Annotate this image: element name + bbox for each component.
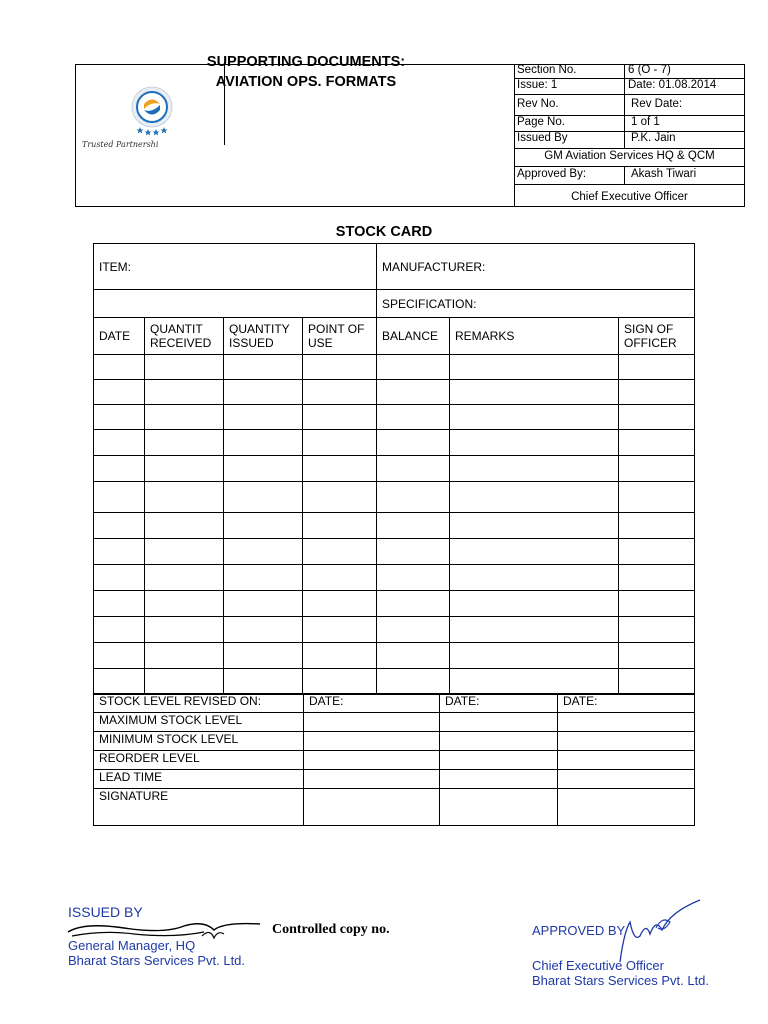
entry-cell: [450, 456, 619, 482]
entry-row: [94, 669, 695, 695]
max-stock-level-label: MAXIMUM STOCK LEVEL: [94, 713, 304, 732]
entry-cell: [619, 513, 695, 539]
entry-cell: [94, 405, 145, 430]
entry-cell: [619, 617, 695, 643]
entry-row: [94, 565, 695, 591]
meta-row-issued-title: [515, 149, 744, 167]
entry-cell: [303, 669, 377, 695]
meta-row-section: [515, 64, 744, 79]
entry-cell: [303, 565, 377, 591]
entry-cell: [303, 430, 377, 456]
entry-cell: [619, 380, 695, 405]
section-label: Section No.: [517, 64, 577, 76]
manufacturer-label: MANUFACTURER:: [377, 244, 695, 290]
entry-cell: [224, 591, 303, 617]
entry-cell: [619, 565, 695, 591]
approved-by-heading: APPROVED BY: [532, 923, 626, 938]
entry-cell: [224, 380, 303, 405]
col-qty-issued: QUANTITY ISSUED: [224, 318, 303, 355]
column-header-row: [94, 318, 695, 355]
lead-time-label: LEAD TIME: [94, 770, 304, 789]
level-row-signature: [94, 789, 695, 826]
entry-cell: [450, 355, 619, 380]
entry-cell: [377, 355, 450, 380]
col-balance: BALANCE: [377, 318, 450, 355]
entry-cell: [377, 405, 450, 430]
level-row-max: [94, 713, 695, 732]
entry-cell: [450, 430, 619, 456]
entry-cell: [450, 539, 619, 565]
issued-by-heading: ISSUED BY: [68, 904, 143, 920]
entry-cell: [145, 591, 224, 617]
entry-cell: [94, 565, 145, 591]
entry-cell: [450, 380, 619, 405]
entry-row: [94, 617, 695, 643]
entry-cell: [224, 482, 303, 513]
document-title: [150, 52, 462, 92]
meta-row-approved-by: [515, 167, 744, 185]
entry-cell: [224, 513, 303, 539]
entry-cell: [377, 591, 450, 617]
date-3-label: DATE:: [558, 694, 695, 713]
entry-cell: [145, 430, 224, 456]
entry-cell: [145, 405, 224, 430]
entry-cell: [377, 643, 450, 669]
entry-cell: [450, 591, 619, 617]
level-row-lead: [94, 770, 695, 789]
min-stock-level-label: MINIMUM STOCK LEVEL: [94, 732, 304, 751]
entry-cell: [450, 565, 619, 591]
stock-level-table: [93, 693, 695, 826]
entry-cell: [224, 643, 303, 669]
entry-cell: [94, 643, 145, 669]
approved-by-label: Approved By:: [517, 168, 587, 180]
col-date: DATE: [94, 318, 145, 355]
stock-card-table: [93, 243, 695, 695]
section-value: 6 (O - 7): [628, 64, 671, 76]
date-1-label: DATE:: [304, 694, 440, 713]
page-value: 1 of 1: [631, 116, 660, 128]
issue-date: Date: 01.08.2014: [628, 79, 717, 91]
page-label: Page No.: [517, 116, 565, 128]
approved-by-value: Akash Tiwari: [631, 168, 697, 180]
col-remarks: REMARKS: [450, 318, 619, 355]
entry-cell: [303, 539, 377, 565]
entry-cell: [303, 513, 377, 539]
blank-entry-rows: [94, 355, 695, 695]
entry-cell: [377, 430, 450, 456]
entry-row: [94, 482, 695, 513]
entry-cell: [303, 591, 377, 617]
col-point-of-use: POINT OF USE: [303, 318, 377, 355]
specification-label: SPECIFICATION:: [377, 290, 695, 318]
approver-title: Chief Executive Officer: [532, 958, 664, 973]
issuer-signature: [64, 912, 264, 952]
issuer-title: General Manager, HQ: [68, 938, 196, 953]
entry-cell: [377, 380, 450, 405]
entry-cell: [619, 456, 695, 482]
level-row-min: [94, 732, 695, 751]
approver-company: Bharat Stars Services Pvt. Ltd.: [532, 973, 710, 988]
entry-cell: [619, 643, 695, 669]
entry-cell: [94, 380, 145, 405]
entry-row: [94, 643, 695, 669]
entry-cell: [145, 456, 224, 482]
entry-cell: [450, 405, 619, 430]
blank-cell: [94, 290, 377, 318]
entry-cell: [94, 513, 145, 539]
entry-cell: [145, 617, 224, 643]
entry-cell: [450, 617, 619, 643]
entry-cell: [377, 617, 450, 643]
entry-cell: [94, 355, 145, 380]
entry-row: [94, 405, 695, 430]
controlled-copy-label: Controlled copy no.: [272, 922, 390, 937]
meta-row-issue: [515, 79, 744, 95]
meta-row-rev: [515, 95, 744, 116]
logo-tagline: Trusted Partnershi: [82, 140, 159, 149]
entry-cell: [224, 405, 303, 430]
entry-cell: [303, 456, 377, 482]
entry-cell: [145, 669, 224, 695]
entry-cell: [94, 539, 145, 565]
issued-by-label: Issued By: [517, 132, 568, 144]
rev-date: Rev Date:: [631, 98, 683, 110]
rev-label: Rev No.: [517, 98, 559, 110]
level-row-reorder: [94, 751, 695, 770]
entry-cell: [619, 539, 695, 565]
meta-row-approved-title: [515, 185, 744, 207]
entry-row: [94, 355, 695, 380]
entry-cell: [94, 456, 145, 482]
entry-cell: [450, 482, 619, 513]
entry-cell: [145, 355, 224, 380]
title-line-1: SUPPORTING DOCUMENTS:: [206, 54, 406, 70]
item-row: [94, 244, 695, 290]
approver-signature: [600, 892, 720, 972]
entry-cell: [450, 643, 619, 669]
entry-cell: [145, 380, 224, 405]
issued-by-title: GM Aviation Services HQ & QCM: [544, 150, 715, 162]
entry-cell: [377, 669, 450, 695]
entry-cell: [145, 643, 224, 669]
approved-by-title: Chief Executive Officer: [571, 191, 688, 203]
entry-cell: [145, 539, 224, 565]
col-sign-officer: SIGN OF OFFICER: [619, 318, 695, 355]
entry-cell: [303, 643, 377, 669]
col-qty-received: QUANTIT RECEIVED: [145, 318, 224, 355]
entry-cell: [619, 591, 695, 617]
entry-cell: [224, 430, 303, 456]
title-line-2: AVIATION OPS. FORMATS: [215, 74, 397, 90]
entry-cell: [619, 430, 695, 456]
entry-cell: [619, 669, 695, 695]
entry-cell: [303, 380, 377, 405]
entry-row: [94, 539, 695, 565]
entry-cell: [377, 513, 450, 539]
issue-label: Issue: 1: [517, 79, 558, 91]
date-2-label: DATE:: [440, 694, 558, 713]
entry-cell: [224, 355, 303, 380]
entry-cell: [303, 355, 377, 380]
entry-cell: [303, 617, 377, 643]
stock-level-revised-label: STOCK LEVEL REVISED ON:: [94, 694, 304, 713]
entry-cell: [94, 669, 145, 695]
entry-cell: [145, 513, 224, 539]
entry-cell: [619, 405, 695, 430]
entry-cell: [94, 617, 145, 643]
entry-cell: [224, 669, 303, 695]
meta-row-issued-by: [515, 132, 744, 149]
entry-cell: [619, 482, 695, 513]
entry-cell: [94, 482, 145, 513]
entry-row: [94, 380, 695, 405]
stock-card-title: STOCK CARD: [335, 224, 433, 240]
item-label: ITEM:: [94, 244, 377, 290]
entry-cell: [303, 405, 377, 430]
reorder-level-label: REORDER LEVEL: [94, 751, 304, 770]
document-meta-table: [514, 64, 745, 207]
issued-by-value: P.K. Jain: [631, 132, 676, 144]
entry-cell: [377, 456, 450, 482]
entry-cell: [224, 539, 303, 565]
entry-cell: [377, 565, 450, 591]
entry-cell: [377, 482, 450, 513]
entry-cell: [450, 513, 619, 539]
entry-cell: [224, 456, 303, 482]
issuer-company: Bharat Stars Services Pvt. Ltd.: [68, 953, 246, 968]
entry-cell: [94, 430, 145, 456]
signature-label: SIGNATURE: [94, 789, 304, 826]
meta-row-page: [515, 116, 744, 132]
entry-row: [94, 591, 695, 617]
entry-cell: [619, 355, 695, 380]
entry-cell: [224, 617, 303, 643]
entry-row: [94, 456, 695, 482]
entry-row: [94, 430, 695, 456]
entry-cell: [224, 565, 303, 591]
level-row-revised: [94, 694, 695, 713]
specification-row: [94, 290, 695, 318]
entry-cell: [145, 565, 224, 591]
entry-cell: [450, 669, 619, 695]
entry-cell: [303, 482, 377, 513]
entry-row: [94, 513, 695, 539]
entry-cell: [145, 482, 224, 513]
entry-cell: [377, 539, 450, 565]
entry-cell: [94, 591, 145, 617]
